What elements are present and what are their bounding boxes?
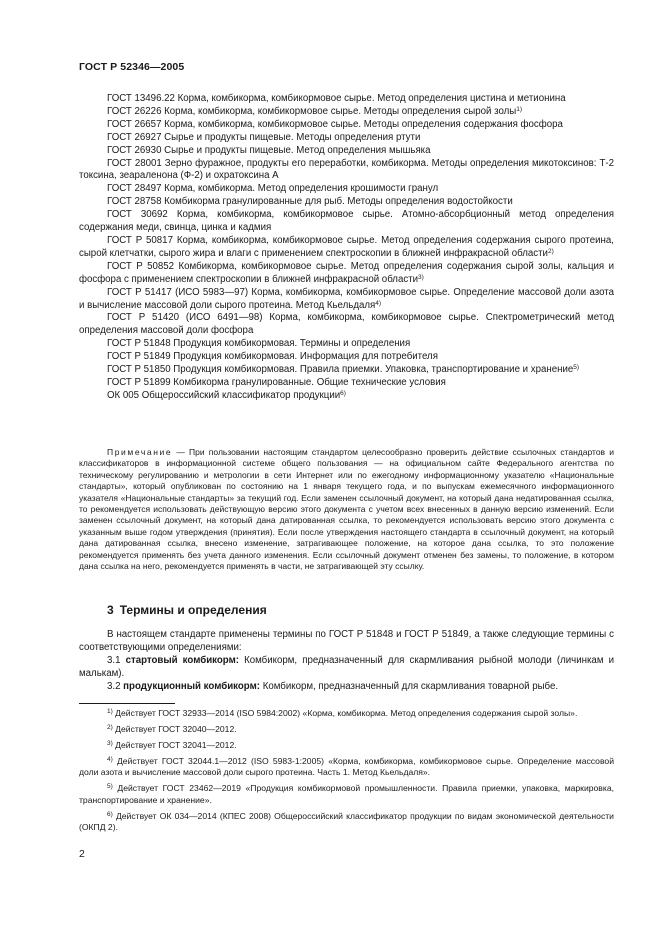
footnote-ref[interactable]: 1): [516, 105, 523, 113]
section-body: [79, 629, 614, 694]
reference-item: ГОСТ Р 51420 (ИСО 6491—98) Корма, комбикорма, комбикормовое сырье. Спектрометрический метод определения массовой доли фосфора: [79, 312, 614, 337]
footnote: $^{4)}$ Действует ГОСТ 32044.1—2012 (ISO 5983-1:2005) «Корма, комбикорма, комбикормовое сырье. Определение массовой доли азота и вычисление массовой доли сырого протеина. Часть 1. Метод Кьельдаля».: [79, 756, 614, 778]
reference-item: ГОСТ 26927 Сырье и продукты пищевые. Методы определения ртути: [107, 131, 421, 143]
term-text: Комбикорм, предназначенный для скармливания товарной рыбе.: [262, 680, 559, 692]
footnote-ref[interactable]: 3): [418, 273, 424, 281]
footnote: $^{1)}$ Действует ГОСТ 32933—2014 (ISO 5984:2002) «Корма, комбикорма. Метод определения содержания сырой золы».: [107, 708, 578, 718]
reference-item: ГОСТ 28001 Зерно фуражное, продукты его переработки, комбикорма. Методы определения микотоксинов: Т-2 токсина, зеараленона (Ф-2) и охратоксина А: [79, 157, 614, 182]
term-definition: [79, 681, 614, 694]
term-number: 3.2: [107, 680, 121, 692]
reference-item: ГОСТ Р 51849 Продукция комбикормовая. Информация для потребителя: [107, 351, 438, 363]
note-dash: —: [172, 447, 190, 457]
term-definition: [79, 655, 614, 681]
section-heading: [107, 603, 267, 617]
footnote-ref[interactable]: 5): [573, 364, 580, 372]
footnote: $^{3)}$ Действует ГОСТ 32041—2012.: [107, 740, 237, 750]
term-name: продукционный комбикорм:: [123, 680, 260, 692]
footnote-ref[interactable]: 2): [547, 247, 554, 255]
footnote-ref[interactable]: 4): [375, 299, 382, 307]
reference-item: ГОСТ 26226 Корма, комбикорма, комбикормовое сырье. Методы определения сырой золы$^{1)}$: [107, 105, 523, 117]
footnote-mark: 1): [107, 708, 113, 715]
section-title: Термины и определения: [119, 603, 267, 617]
note-text: При пользовании настоящим стандартом целесообразно проверить действие ссылочных стандартов и классификаторов в информационной системе общего пользования — на официальном сайте Федерального агентства по техническому регулированию и метрологии в сети Интернет или по ежегодному информационному указателю «Национальные стандарты», который опубликован по состоянию на 1 января текущего года, и по выпускам ежемесячного информационного указателя «Национальные стандарты» за текущий год. Если заменен ссылочный документ, на который дана недатированная ссылка, то рекомендуется использовать действующую версию этого документа с учетом всех внесенных в данную версию изменений. Если заменен ссылочный документ, на который дана датированная ссылка, то рекомендуется использовать версию этого документа с указанным выше годом утверждения (принятия). Если после утверждения настоящего стандарта в ссылочный документ, на который дана датированная ссылка, внесено изменение, затрагивающее положение, на которое дана ссылка, то это положение рекомендуется применять без учета данного изменения. Если ссылочный документ отменен без замены, то положение, в котором дана ссылка на него, рекомендуется применять в части, не затрагивающей эту ссылку.: [79, 447, 614, 572]
note-label: Примечание: [107, 447, 173, 457]
footnote: $^{2)}$ Действует ГОСТ 32040—2012.: [107, 724, 237, 734]
footnotes: [79, 708, 614, 838]
reference-item: ГОСТ 26930 Сырье и продукты пищевые. Метод определения мышьяка: [107, 144, 431, 156]
term-text: Комбикорм, предназначенный для скармливания рыбной молоди (личинкам и малькам).: [79, 654, 614, 679]
reference-item: ГОСТ Р 51899 Комбикорма гранулированные. Общие технические условия: [107, 376, 446, 388]
footnote: $^{6)}$ Действует ОК 034—2014 (КПЕС 2008) Общероссийский классификатор продукции по видам экономической деятельности (ОКПД 2).: [79, 810, 614, 833]
footnote-ref[interactable]: 6): [340, 389, 346, 397]
reference-item: ГОСТ Р 50817 Корма, комбикорма, комбикормовое сырье. Метод определения содержания сырого протеина, сырой клетчатки, сырого жира и влаги с применением спектроскопии в ближней инфракрасной области$^{2)}$: [79, 234, 614, 259]
reference-item: ГОСТ 28758 Комбикорма гранулированные для рыб. Методы определения водостойкости: [107, 196, 513, 208]
reference-item: ГОСТ 13496.22 Корма, комбикорма, комбикормовое сырье. Метод определения цистина и метионина: [107, 93, 566, 104]
footnote-mark: 6): [107, 810, 113, 818]
footnote-mark: 4): [107, 756, 113, 763]
term-name: стартовый комбикорм:: [125, 654, 239, 666]
section-intro: В настоящем стандарте применены термины по ГОСТ Р 51848 и ГОСТ Р 51849, а также следующие термины с соответствующими определениями:: [79, 629, 614, 653]
page-header: ГОСТ Р 52346—2005: [79, 61, 185, 73]
reference-item: ГОСТ Р 51848 Продукция комбикормовая. Термины и определения: [107, 338, 411, 350]
reference-item: ГОСТ Р 50852 Комбикорма, комбикормовое сырье. Метод определения содержания сырой золы, кальция и фосфора с применением спектроскопии в ближней инфракрасной области$^{3)}$: [79, 260, 614, 285]
reference-item: ГОСТ 28497 Корма, комбикорма. Метод определения крошимости гранул: [107, 183, 439, 195]
footnote-mark: 2): [107, 724, 113, 731]
reference-item: ГОСТ Р 51417 (ИСО 5983—97) Корма, комбикорма, комбикормовое сырье. Определение массовой доли азота и вычисление массовой доли сырого протеина. Метод Кьельдаля$^{4)}$: [79, 286, 614, 311]
reference-item: ОК 005 Общероссийский классификатор продукции$^{6)}$: [107, 389, 346, 401]
page-number: 2: [79, 848, 85, 860]
reference-item: ГОСТ 26657 Корма, комбикорма, комбикормовое сырье. Методы определения содержания фосфора: [107, 118, 563, 130]
note-block: [79, 447, 614, 572]
footnote-mark: 5): [107, 783, 113, 791]
footnote-mark: 3): [107, 740, 113, 747]
term-number: 3.1: [107, 654, 121, 666]
normative-references-list: [79, 93, 614, 403]
section-number: 3: [107, 603, 114, 617]
reference-item: ГОСТ Р 51850 Продукция комбикормовая. Правила приемки. Упаковка, транспортирование и хранение$^{5)}$: [107, 364, 580, 376]
footnote: $^{5)}$ Действует ГОСТ 23462—2019 «Продукция комбикормовой промышленности. Правила приемки, упаковка, маркировка, транспортирование и хранение».: [79, 783, 614, 805]
footnote-divider: [79, 703, 175, 704]
reference-item: ГОСТ 30692 Корма, комбикорма, комбикормовое сырье. Атомно-абсорбционный метод определения содержания меди, свинца, цинка и кадмия: [79, 209, 614, 234]
